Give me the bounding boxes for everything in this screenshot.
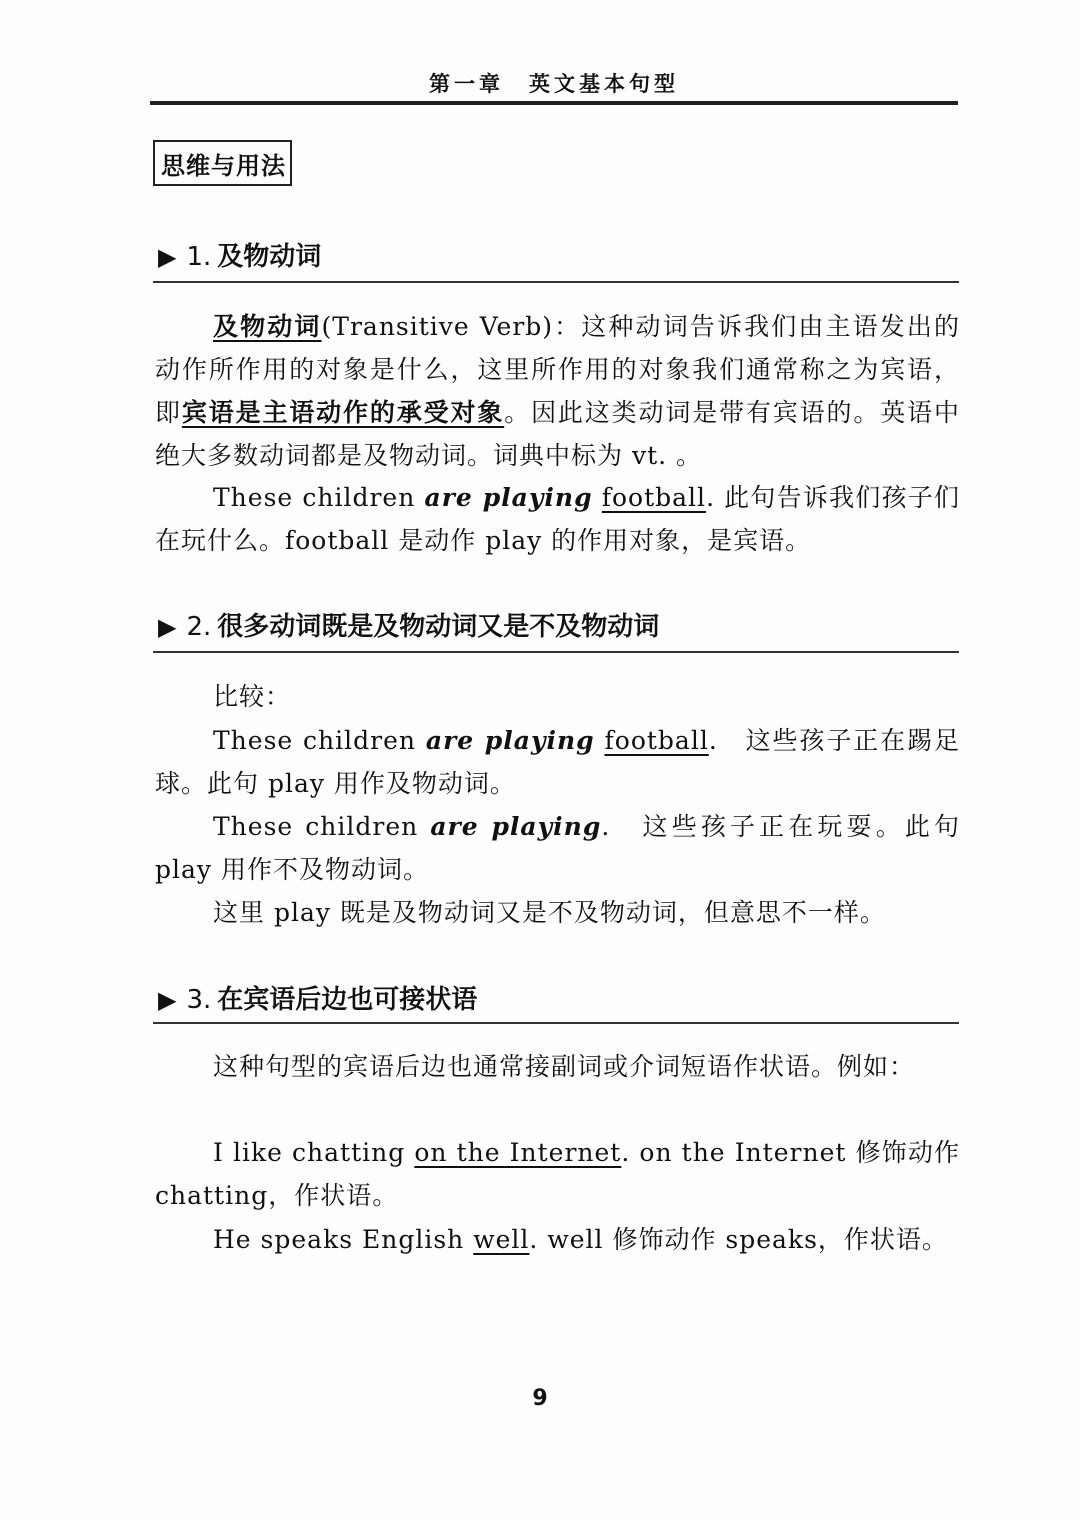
paragraph-compare-2 bbox=[155, 805, 960, 891]
example-verb: are playing bbox=[425, 726, 595, 755]
example-subject: These children bbox=[213, 812, 431, 841]
triangle-bullet-icon: ▶ bbox=[158, 243, 177, 271]
section-rule-3 bbox=[153, 1022, 959, 1024]
paragraph-adverbial-1 bbox=[155, 1131, 960, 1217]
example-explanation: . 这些孩子正在玩耍。此句 play 用作不及物动词。 bbox=[155, 812, 960, 884]
section-title: 很多动词既是及物动词又是不及物动词 bbox=[217, 612, 660, 642]
example-explanation: . 这些孩子正在踢足球。此句 play 用作及物动词。 bbox=[155, 726, 961, 798]
section-title: 及物动词 bbox=[217, 242, 322, 272]
running-head-rule bbox=[150, 101, 958, 105]
example-subject: These children bbox=[213, 483, 425, 512]
example-verb: are playing bbox=[430, 812, 602, 841]
section-title: 在宾语后边也可接状语 bbox=[217, 985, 478, 1015]
example-explanation: . on the Internet 修饰动作 chatting，作状语。 bbox=[155, 1138, 960, 1210]
example-subject: He speaks English bbox=[213, 1225, 474, 1254]
term-transitive-verb: 及物动词 bbox=[213, 312, 322, 341]
paragraph-example-1 bbox=[155, 476, 960, 562]
paragraph-note: 这里 play 既是及物动词又是不及物动词，但意思不一样。 bbox=[213, 898, 886, 927]
example-adverbial: on the Internet bbox=[414, 1138, 622, 1167]
page-number: 9 bbox=[532, 1386, 548, 1411]
example-subject: These children bbox=[213, 726, 426, 755]
example-object: football bbox=[601, 483, 707, 512]
emphasis-object: 宾语是主语动作的承受对象 bbox=[181, 398, 505, 427]
example-adverbial: well bbox=[473, 1225, 530, 1254]
example-verb: are playing bbox=[424, 483, 593, 512]
example-explanation: . well 修饰动作 speaks，作状语。 bbox=[529, 1225, 948, 1254]
running-head: 第一章 英文基本句型 bbox=[429, 71, 679, 96]
section-number: 1. bbox=[186, 242, 212, 272]
paragraph-compare-1 bbox=[155, 719, 960, 805]
paragraph-definition bbox=[155, 305, 960, 477]
triangle-bullet-icon: ▶ bbox=[158, 613, 177, 641]
definition-text-end: 。因此这类动词是带有宾语的。英语中绝大多数动词都是及物动词。词典中标为 vt. 。 bbox=[155, 398, 960, 470]
section-rule-1 bbox=[153, 281, 959, 283]
section-number: 3. bbox=[186, 985, 212, 1015]
paragraph-adverbial-2 bbox=[155, 1218, 960, 1261]
example-object: football bbox=[604, 726, 709, 755]
triangle-bullet-icon: ▶ bbox=[158, 986, 177, 1014]
section-heading-3 bbox=[158, 979, 958, 1016]
section-heading-2 bbox=[158, 606, 958, 643]
compare-label: 比较： bbox=[213, 682, 292, 711]
section-heading-1 bbox=[158, 236, 958, 273]
section-rule-2 bbox=[153, 651, 959, 653]
example-explanation: . 此句告诉我们孩子们在玩什么。football 是动作 play 的作用对象，是宾语。 bbox=[155, 483, 960, 555]
paragraph-intro: 这种句型的宾语后边也通常接副词或介词短语作状语。例如： bbox=[213, 1052, 916, 1081]
example-subject: I like chatting bbox=[213, 1138, 415, 1167]
definition-text: (Transitive Verb)：这种动词告诉我们由主语发出的动作所作用的对象是什么，这里所作用的对象我们通常称之为宾语，即 bbox=[155, 312, 960, 427]
section-number: 2. bbox=[186, 612, 212, 642]
section-tag: 思维与用法 bbox=[153, 140, 292, 186]
